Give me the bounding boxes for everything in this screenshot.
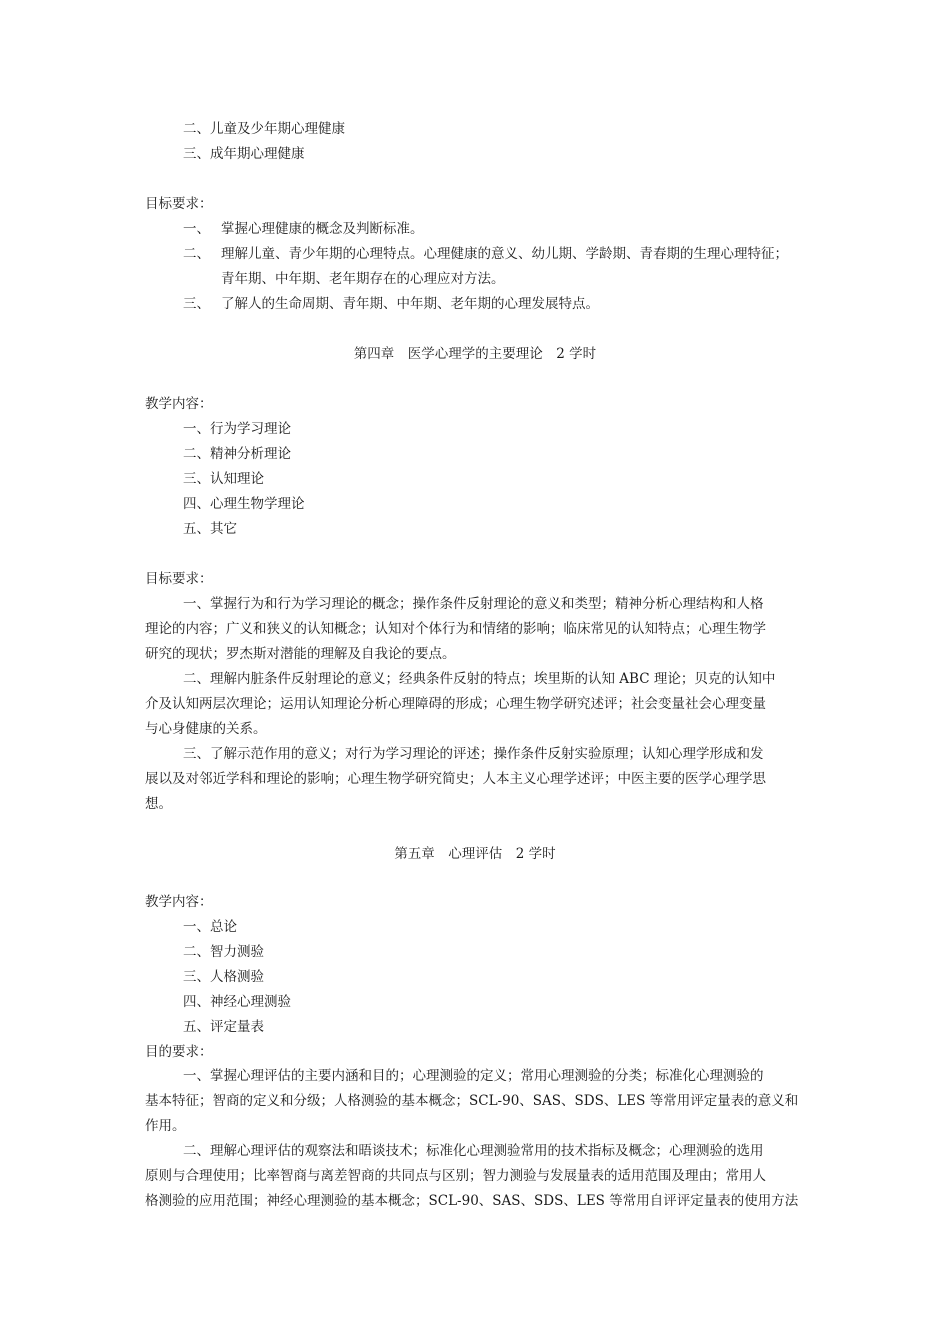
ch5-objective-line: 格测验的应用范围；神经心理测验的基本概念；SCL-90、SAS、SDS、LES 等常用自评评定量表的使用方法: [145, 1193, 799, 1209]
ch4-objective-line: 二、理解内脏条件反射理论的意义；经典条件反射的特点；埃里斯的认知 ABC 理论；贝克的认知中: [183, 671, 776, 687]
ch5-objective-line: 原则与合理使用；比率智商与离差智商的共同点与区别；智力测验与发展量表的适用范围及理由；常用人: [145, 1168, 766, 1184]
ch3-objective-2: [183, 244, 788, 264]
ch5-objective-line: 一、掌握心理评估的主要内涵和目的；心理测验的定义；常用心理测验的分类；标准化心理测验的: [183, 1068, 764, 1084]
ch3-objective-3-text: 了解人的生命周期、青年期、中年期、老年期的心理发展特点。: [221, 296, 599, 312]
ch3-objective-2-num: 二、: [183, 246, 210, 262]
ch5-objective-line: 作用。: [145, 1118, 186, 1134]
ch4-objective-line: 想。: [145, 796, 172, 812]
ch4-objective-line: 三、了解示范作用的意义；对行为学习理论的评述；操作条件反射实验原理；认知心理学形成和发: [183, 746, 764, 762]
ch4-objectives-heading: 目标要求：: [145, 571, 213, 587]
ch4-objective-line: 一、掌握行为和行为学习理论的概念；操作条件反射理论的意义和类型；精神分析心理结构和人格: [183, 596, 764, 612]
ch5-content-item: 一、总论: [183, 919, 237, 935]
ch5-objectives-heading: 目的要求：: [145, 1044, 213, 1060]
ch3-objective-1-text: 掌握心理健康的概念及判断标准。: [221, 221, 424, 237]
ch4-content-item: 四、心理生物学理论: [183, 496, 305, 512]
ch4-objective-line: 介及认知两层次理论；运用认知理论分析心理障碍的形成；心理生物学研究述评；社会变量社会心理变量: [145, 696, 766, 712]
ch4-title: 第四章 医学心理学的主要理论 2 学时: [353, 346, 597, 362]
ch5-content-item: 五、评定量表: [183, 1019, 264, 1035]
ch4-content-item: 一、行为学习理论: [183, 421, 291, 437]
ch3-objective-1: [183, 219, 424, 239]
ch3-objective-3: [183, 294, 599, 314]
ch3-objective-1-num: 一、: [183, 221, 210, 237]
ch5-content-item: 二、智力测验: [183, 944, 264, 960]
ch5-content-item: 三、人格测验: [183, 969, 264, 985]
ch5-title: 第五章 心理评估 2 学时: [394, 846, 556, 862]
ch4-objective-line: 研究的现状；罗杰斯对潜能的理解及自我论的要点。: [145, 646, 456, 662]
ch4-objective-line: 与心身健康的关系。: [145, 721, 267, 737]
ch5-objective-line: 基本特征；智商的定义和分级；人格测验的基本概念；SCL-90、SAS、SDS、LES 等常用评定量表的意义和: [145, 1093, 799, 1109]
ch4-content-item: 三、认知理论: [183, 471, 264, 487]
ch3-content-item-2: 二、儿童及少年期心理健康: [183, 121, 345, 137]
ch5-content-item: 四、神经心理测验: [183, 994, 291, 1010]
ch3-objective-3-num: 三、: [183, 296, 210, 312]
ch4-content-heading: 教学内容：: [145, 396, 213, 412]
ch4-content-item: 五、其它: [183, 521, 237, 537]
ch4-objective-line: 展以及对邻近学科和理论的影响；心理生物学研究简史；人本主义心理学述评；中医主要的医学心理学思: [145, 771, 766, 787]
ch5-objective-line: 二、理解心理评估的观察法和晤谈技术；标准化心理测验常用的技术指标及概念；心理测验的选用: [183, 1143, 764, 1159]
ch4-content-item: 二、精神分析理论: [183, 446, 291, 462]
ch3-content-item-3: 三、成年期心理健康: [183, 146, 305, 162]
ch5-content-heading: 教学内容：: [145, 894, 213, 910]
ch3-objectives-heading: 目标要求：: [145, 196, 213, 212]
ch4-objective-line: 理论的内容；广义和狭义的认知概念；认知对个体行为和情绪的影响；临床常见的认知特点；心理生物学: [145, 621, 766, 637]
ch3-objective-2-text: 理解儿童、青少年期的心理特点。心理健康的意义、幼儿期、学龄期、青春期的生理心理特征；: [221, 246, 788, 262]
ch3-objective-2-cont: 青年期、中年期、老年期存在的心理应对方法。: [221, 271, 505, 287]
